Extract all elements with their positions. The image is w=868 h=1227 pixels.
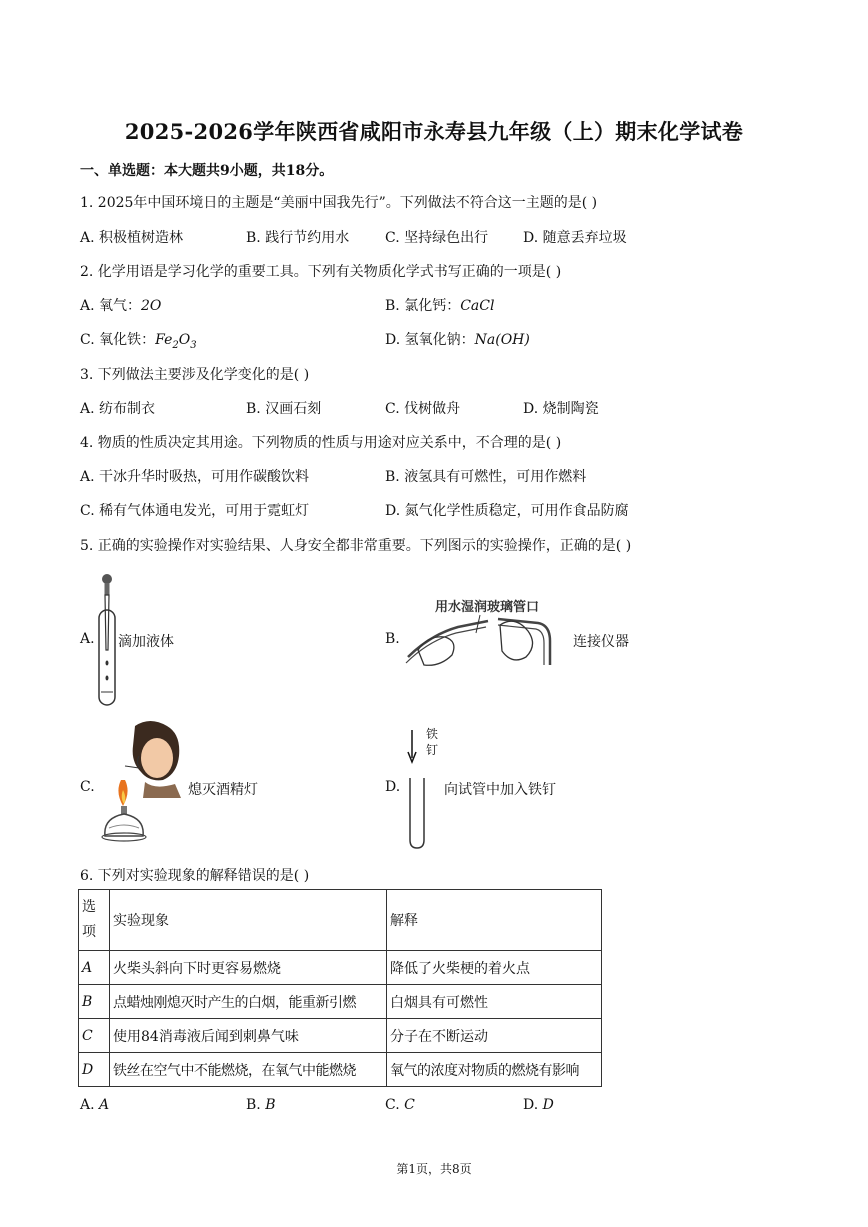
header-phenomenon-cell: 实验现象: [110, 890, 387, 951]
question-4-option-a: A. 干冰升华时吸热，可用作碳酸饮料: [80, 469, 310, 485]
question-5-option-d-caption: 向试管中加入铁钉: [444, 782, 556, 798]
question-4-option-d: D. 氮气化学性质稳定，可用作食品防腐: [385, 503, 629, 519]
question-5-option-b-caption: 连接仪器: [573, 634, 629, 650]
row-option-cell: D: [79, 1053, 110, 1087]
row-option-cell: A: [79, 951, 110, 985]
question-5-option-d-letter: D.: [385, 779, 401, 795]
row-explanation-cell: 降低了火柴梗的着火点: [387, 951, 602, 985]
question-5-option-a-letter: A.: [80, 631, 95, 647]
question-5-stem: 5. 正确的实验操作对实验结果、人身安全都非常重要。下列图示的实验操作，正确的是( ): [80, 538, 632, 554]
question-5-option-c-caption: 熄灭酒精灯: [188, 782, 258, 798]
row-phenomenon-cell: 点蜡烛刚熄灭时产生的白烟，能重新引燃: [110, 985, 387, 1019]
question-3-option-a: A. 纺布制衣: [80, 401, 156, 417]
question-2-option-b: B. 氯化钙：CaCl: [385, 298, 495, 314]
image-label-nail: 钉: [426, 743, 439, 757]
table-header-row: [79, 890, 602, 951]
connecting-glass-tube-image: [400, 595, 570, 675]
table-row: [79, 951, 602, 985]
row-phenomenon-cell: 使用84消毒液后闻到刺鼻气味: [110, 1019, 387, 1053]
question-4-option-c: C. 稀有气体通电发光，可用于霓虹灯: [80, 503, 310, 519]
image-label-iron: 铁: [426, 727, 439, 741]
section-heading: 一、单选题：本大题共9小题，共18分。: [80, 163, 334, 179]
question-3-option-c: C. 伐树做舟: [385, 401, 461, 417]
row-explanation-cell: 氧气的浓度对物质的燃烧有影响: [387, 1053, 602, 1087]
question-1-option-a: A. 积极植树造林: [80, 230, 184, 246]
question-2-option-a: A. 氧气：2O: [80, 298, 162, 314]
question-6-option-c: C. C: [385, 1097, 415, 1113]
question-5-option-b-letter: B.: [385, 631, 400, 647]
question-6-option-b: B. B: [246, 1097, 276, 1113]
table-row: [79, 985, 602, 1019]
nail-into-test-tube-image: [400, 722, 445, 852]
question-5-option-c-letter: C.: [80, 779, 95, 795]
question-6-stem: 6. 下列对实验现象的解释错误的是( ): [80, 868, 310, 884]
question-6-option-d: D. D: [523, 1097, 554, 1113]
question-6-table: [78, 889, 602, 1087]
question-2-option-d: D. 氢氧化钠：Na(OH): [385, 332, 530, 348]
question-5-option-a-caption: 滴加液体: [118, 634, 174, 650]
table-row: [79, 1019, 602, 1053]
header-explanation-cell: 解释: [387, 890, 602, 951]
blowing-alcohol-lamp-image: [95, 718, 190, 853]
question-1-option-b: B. 践行节约用水: [246, 230, 350, 246]
row-explanation-cell: 分子在不断运动: [387, 1019, 602, 1053]
question-6-option-a: A. A: [80, 1097, 110, 1113]
question-1-stem: 1. 2025年中国环境日的主题是“美丽中国我先行”。下列做法不符合这一主题的是( ): [80, 195, 598, 211]
image-label-wet-tube: 用水湿润玻璃管口: [435, 600, 540, 615]
header-option-cell: 选 项: [79, 890, 110, 951]
question-1-option-c: C. 坚持绿色出行: [385, 230, 489, 246]
question-3-option-b: B. 汉画石刻: [246, 401, 322, 417]
page-title: 2025-2026学年陕西省咸阳市永寿县九年级（上）期末化学试卷: [124, 119, 744, 144]
row-option-cell: C: [79, 1019, 110, 1053]
page-footer: 第1页，共8页: [396, 1162, 472, 1176]
row-option-cell: B: [79, 985, 110, 1019]
question-4-option-b: B. 液氢具有可燃性，可用作燃料: [385, 469, 587, 485]
question-4-stem: 4. 物质的性质决定其用途。下列物质的性质与用途对应关系中，不合理的是( ): [80, 435, 562, 451]
row-phenomenon-cell: 铁丝在空气中不能燃烧，在氧气中能燃烧: [110, 1053, 387, 1087]
table-row: [79, 1053, 602, 1087]
question-3-option-d: D. 烧制陶瓷: [523, 401, 599, 417]
row-explanation-cell: 白烟具有可燃性: [387, 985, 602, 1019]
question-2-option-c: C. 氧化铁：$Fe_2O_3$: [80, 332, 197, 351]
question-1-option-d: D. 随意丢弃垃圾: [523, 230, 627, 246]
question-3-stem: 3. 下列做法主要涉及化学变化的是( ): [80, 367, 310, 383]
row-phenomenon-cell: 火柴头斜向下时更容易燃烧: [110, 951, 387, 985]
question-2-stem: 2. 化学用语是学习化学的重要工具。下列有关物质化学式书写正确的一项是( ): [80, 264, 562, 280]
